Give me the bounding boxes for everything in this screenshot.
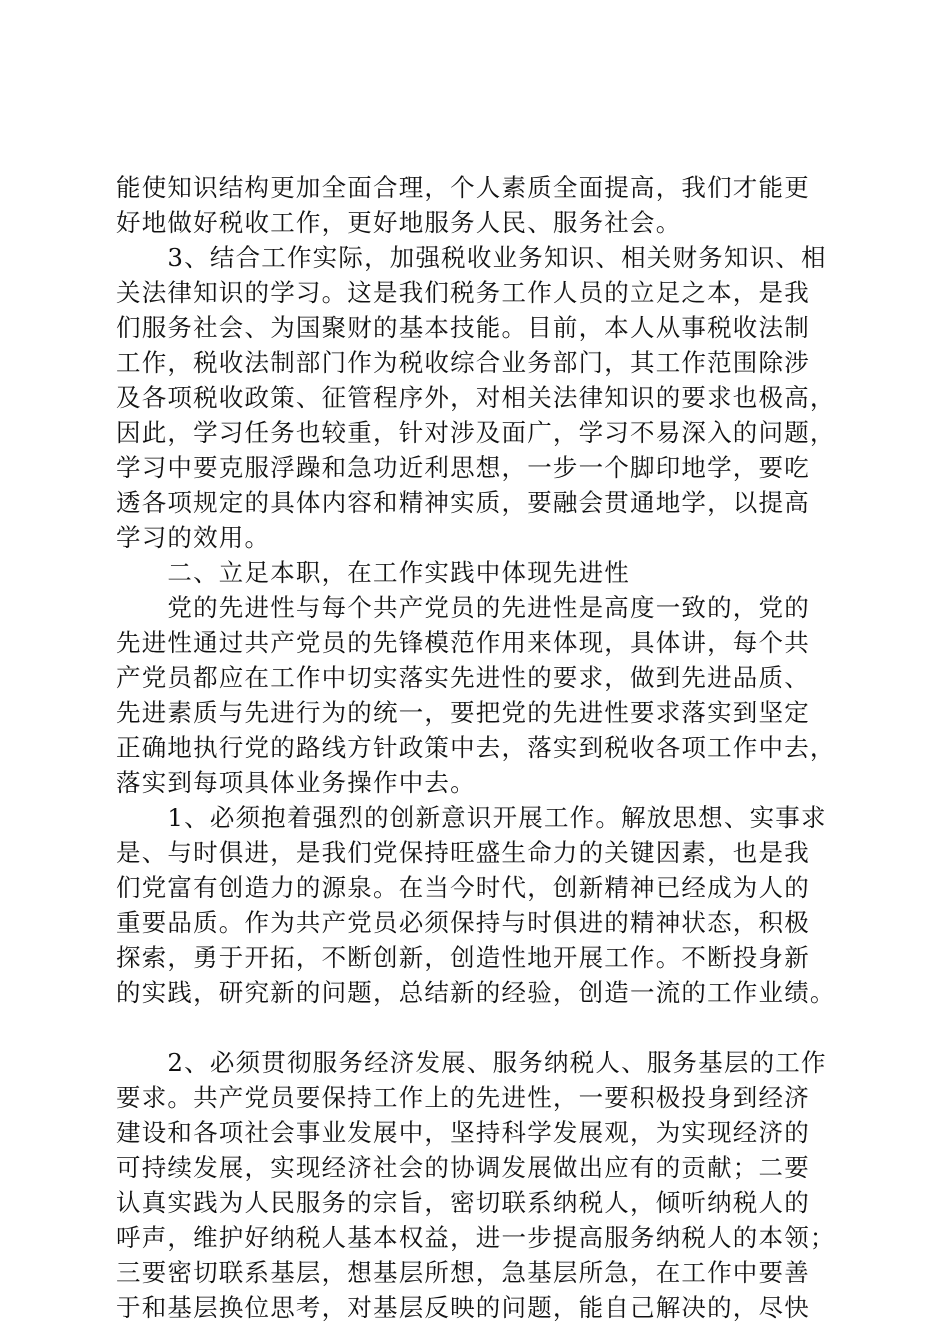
text-line: 学习中要克服浮躁和急功近利思想，一步一个脚印地学，要吃 <box>116 453 810 482</box>
text-line: 三要密切联系基层，想基层所想，急基层所急，在工作中要善 <box>116 1258 810 1287</box>
text-line: 重要品质。作为共产党员必须保持与时俱进的精神状态，积极 <box>116 908 810 937</box>
section-heading: 二、立足本职，在工作实践中体现先进性 <box>116 558 630 587</box>
text-line: 们党富有创造力的源泉。在当今时代，创新精神已经成为人的 <box>116 873 810 902</box>
text-line: 工作，税收法制部门作为税收综合业务部门，其工作范围除涉 <box>116 348 810 377</box>
text-line: 关法律知识的学习。这是我们税务工作人员的立足之本，是我 <box>116 278 810 307</box>
text-line: 学习的效用。 <box>116 523 271 552</box>
text-line: 透各项规定的具体内容和精神实质，要融会贯通地学，以提高 <box>116 488 810 517</box>
text-line: 正确地执行党的路线方针政策中去，落实到税收各项工作中去， <box>116 733 836 762</box>
text-line: 先进性通过共产党员的先锋模范作用来体现，具体讲，每个共 <box>116 628 810 657</box>
text-line: 可持续发展，实现经济社会的协调发展做出应有的贡献；二要 <box>116 1153 810 1182</box>
text-line: 先进素质与先进行为的统一，要把党的先进性要求落实到坚定 <box>116 698 810 727</box>
text-line: 建设和各项社会事业发展中，坚持科学发展观，为实现经济的 <box>116 1118 810 1147</box>
text-line: 于和基层换位思考，对基层反映的问题，能自己解决的，尽快 <box>116 1293 810 1322</box>
text-line: 因此，学习任务也较重，针对涉及面广，学习不易深入的问题， <box>116 418 836 447</box>
text-line: 认真实践为人民服务的宗旨，密切联系纳税人，倾听纳税人的 <box>116 1188 810 1217</box>
text-line: 的实践，研究新的问题，总结新的经验，创造一流的工作业绩。 <box>116 978 836 1007</box>
text-line: 能使知识结构更加全面合理，个人素质全面提高，我们才能更 <box>116 173 810 202</box>
text-line: 是、与时俱进，是我们党保持旺盛生命力的关键因素，也是我 <box>116 838 810 867</box>
text-line: 及各项税收政策、征管程序外，对相关法律知识的要求也极高， <box>116 383 836 412</box>
text-line: 党的先进性与每个共产党员的先进性是高度一致的，党的 <box>116 593 810 622</box>
text-line: 1、必须抱着强烈的创新意识开展工作。解放思想、实事求 <box>116 803 827 832</box>
text-line: 好地做好税收工作，更好地服务人民、服务社会。 <box>116 208 682 237</box>
text-line: 们服务社会、为国聚财的基本技能。目前，本人从事税收法制 <box>116 313 810 342</box>
text-line: 呼声，维护好纳税人基本权益，进一步提高服务纳税人的本领； <box>116 1223 836 1252</box>
text-line: 要求。共产党员要保持工作上的先进性，一要积极投身到经济 <box>116 1083 810 1112</box>
blank-line <box>116 1011 846 1045</box>
text-line: 落实到每项具体业务操作中去。 <box>116 768 476 797</box>
text-line: 产党员都应在工作中切实落实先进性的要求，做到先进品质、 <box>116 663 810 692</box>
text-line: 探索，勇于开拓，不断创新，创造性地开展工作。不断投身新 <box>116 943 810 972</box>
text-line: 3、结合工作实际，加强税收业务知识、相关财务知识、相 <box>116 243 827 272</box>
text-line: 2、必须贯彻服务经济发展、服务纳税人、服务基层的工作 <box>116 1048 827 1077</box>
